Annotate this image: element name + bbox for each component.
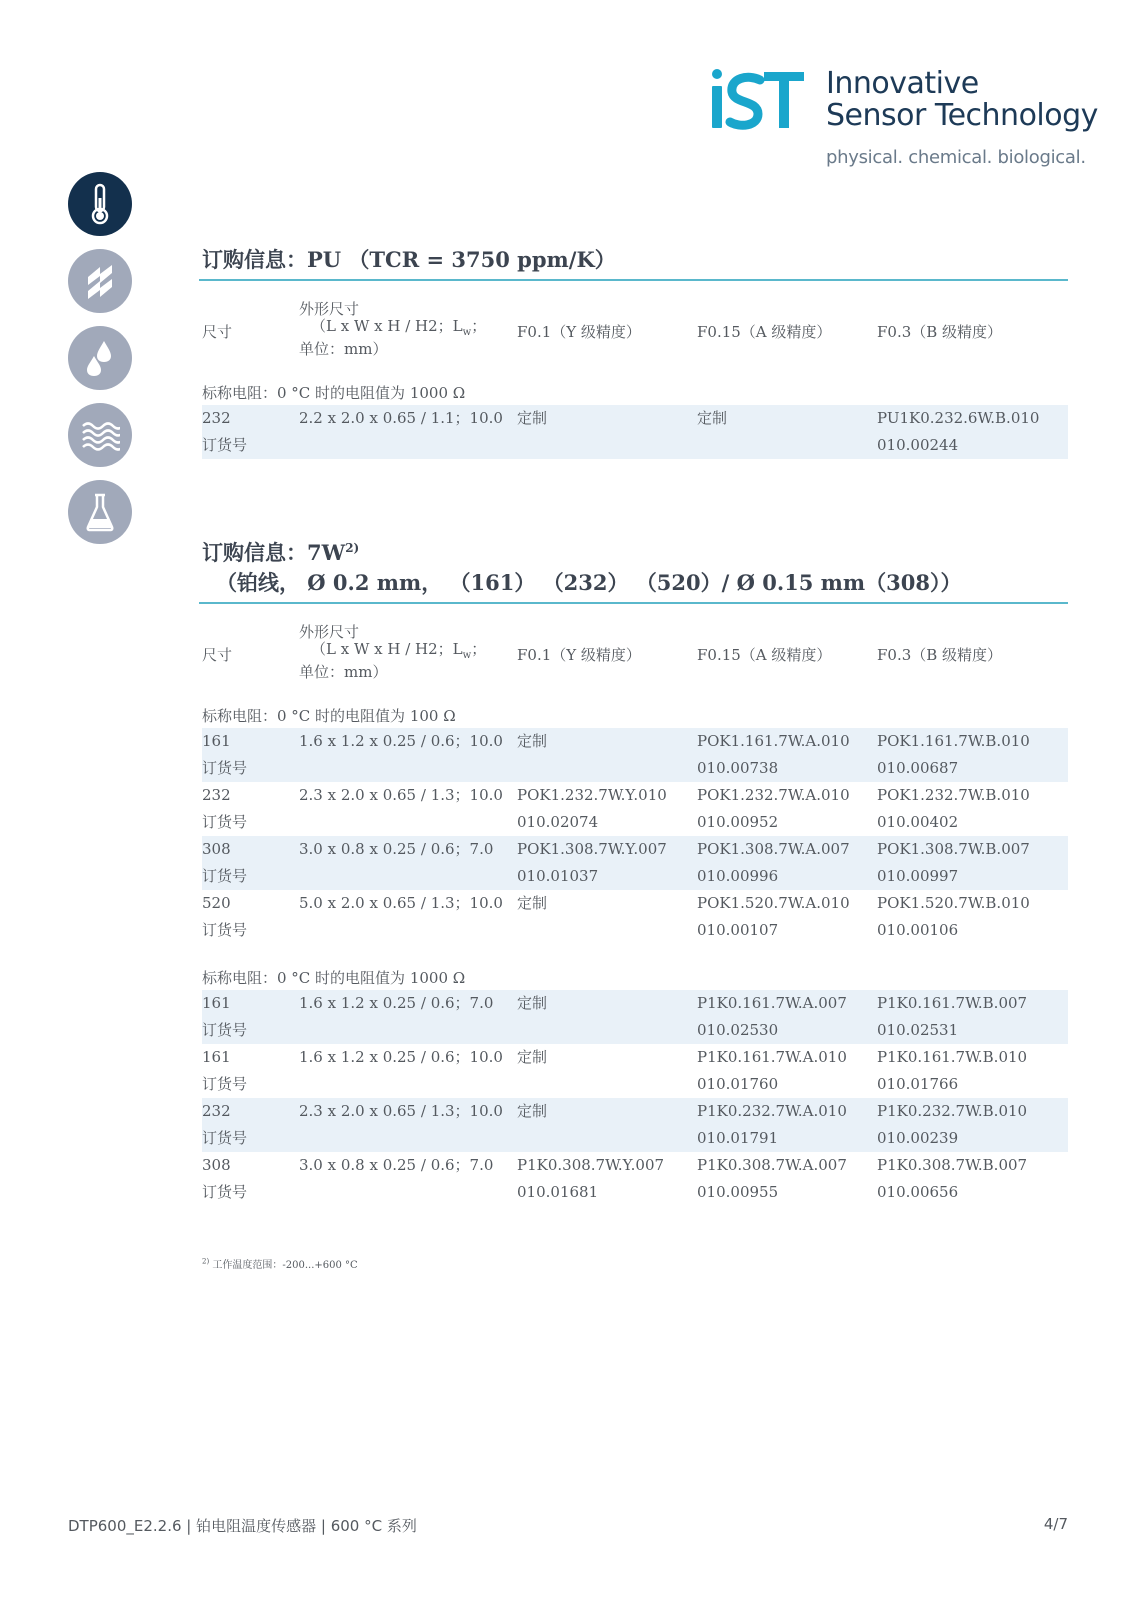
table-row <box>202 836 1068 890</box>
cell-dims: 1.6 x 1.2 x 0.25 / 0.6；10.0 <box>299 1048 503 1066</box>
header-size: 尺寸 <box>202 323 233 341</box>
flask-icon[interactable] <box>68 480 132 544</box>
section-subtitle: （铂线， Ø 0.2 mm， （161） （232） （520）/ Ø 0.15 mm（308）） <box>216 570 962 595</box>
cell-f015a: P1K0.161.7W.A.007 <box>697 994 847 1012</box>
page-number: 4/7 <box>1043 1515 1068 1533</box>
cell-f01a: 定制 <box>517 1048 548 1066</box>
cell-f015a: POK1.161.7W.A.010 <box>697 732 850 750</box>
cell-dims: 3.0 x 0.8 x 0.25 / 0.6；7.0 <box>299 840 494 858</box>
cell-f01a: POK1.308.7W.Y.007 <box>517 840 667 858</box>
document-footer: DTP600_E2.2.6 | 铂电阻温度传感器 | 600 °C 系列 <box>68 1517 417 1535</box>
cell-size: 161 <box>202 1048 231 1066</box>
header-f015: F0.15（A 级精度） <box>697 646 832 664</box>
section-title: 订购信息：PU （TCR = 3750 ppm/K） <box>202 247 616 272</box>
table-row <box>202 1044 1068 1098</box>
cell-f015b: 010.00996 <box>697 867 779 885</box>
cell-f03a: P1K0.232.7W.B.010 <box>877 1102 1028 1120</box>
humidity-icon[interactable] <box>68 326 132 390</box>
header-f015: F0.15（A 级精度） <box>697 323 832 341</box>
cell-dims: 1.6 x 1.2 x 0.25 / 0.6；7.0 <box>299 994 494 1012</box>
cell-dims: 2.3 x 2.0 x 0.65 / 1.3；10.0 <box>299 786 503 804</box>
cell-f015a: P1K0.161.7W.A.010 <box>697 1048 847 1066</box>
cell-f015a: POK1.520.7W.A.010 <box>697 894 850 912</box>
cell-f015b: 010.01760 <box>697 1075 779 1093</box>
cell-size: 232 <box>202 1102 231 1120</box>
cell-f01a: 定制 <box>517 994 548 1012</box>
header-dimensions: 外形尺寸 （L x W x H / H2；$L_w$； 单位：mm） <box>299 623 487 681</box>
cell-f03a: POK1.520.7W.B.010 <box>877 894 1030 912</box>
resistance-label: 标称电阻：0 °C 时的电阻值为 100 Ω <box>202 707 456 725</box>
ordering-section-7w <box>202 533 1068 1206</box>
waves-icon[interactable] <box>68 403 132 467</box>
cell-f03b: 010.00106 <box>877 921 959 939</box>
table-header <box>202 624 1068 692</box>
cell-f01b: 010.01037 <box>517 867 599 885</box>
cell-dims: 1.6 x 1.2 x 0.25 / 0.6；10.0 <box>299 732 503 750</box>
cell-f015b: 010.00952 <box>697 813 779 831</box>
cell-f01a: 定制 <box>517 1102 548 1120</box>
table-row <box>202 990 1068 1044</box>
header-dimensions: 外形尺寸 （L x W x H / H2；$L_w$； 单位：mm） <box>299 300 487 358</box>
flow-icon[interactable] <box>68 249 132 313</box>
table-header <box>202 301 1068 369</box>
cell-f015b: 010.01791 <box>697 1129 779 1147</box>
table-row <box>202 1098 1068 1152</box>
header-size: 尺寸 <box>202 646 233 664</box>
resistance-label: 标称电阻：0 °C 时的电阻值为 1000 Ω <box>202 969 466 987</box>
cell-f03b: 010.00402 <box>877 813 959 831</box>
cell-f015b: 010.00955 <box>697 1183 779 1201</box>
section-divider <box>199 602 1068 604</box>
cell-f015b: 010.00738 <box>697 759 779 777</box>
cell-f03b: 010.02531 <box>877 1021 959 1039</box>
cell-order: 订货号 <box>202 759 248 777</box>
cell-f01a: 定制 <box>517 732 548 750</box>
cell-f015a: P1K0.308.7W.A.007 <box>697 1156 847 1174</box>
cell-f03b: 010.00687 <box>877 759 959 777</box>
footnote: $^{2)}$ 工作温度范围：-200...+600 °C <box>202 1257 358 1271</box>
cell-f01b: 010.02074 <box>517 813 599 831</box>
thermometer-icon[interactable] <box>68 172 132 236</box>
table-row <box>202 728 1068 782</box>
cell-f015b: 010.00107 <box>697 921 779 939</box>
cell-f03a: POK1.308.7W.B.007 <box>877 840 1030 858</box>
cell-order: 订货号 <box>202 1075 248 1093</box>
header-f03: F0.3（B 级精度） <box>877 646 1003 664</box>
cell-size: 308 <box>202 840 231 858</box>
cell-size: 232 <box>202 786 231 804</box>
cell-f03a: P1K0.161.7W.B.010 <box>877 1048 1028 1066</box>
cell-size: 308 <box>202 1156 231 1174</box>
cell-order: 订货号 <box>202 1183 248 1201</box>
cell-order: 订货号 <box>202 921 248 939</box>
company-logo <box>708 62 1098 172</box>
table-row <box>202 782 1068 836</box>
cell-size: 161 <box>202 732 231 750</box>
cell-dims: 3.0 x 0.8 x 0.25 / 0.6；7.0 <box>299 1156 494 1174</box>
ordering-section-pu <box>202 245 1068 459</box>
cell-f03a: P1K0.308.7W.B.007 <box>877 1156 1028 1174</box>
cell-f015a: POK1.232.7W.A.010 <box>697 786 850 804</box>
header-f01: F0.1（Y 级精度） <box>517 323 641 341</box>
cell-order: 订货号 <box>202 1021 248 1039</box>
table-row <box>202 1152 1068 1206</box>
cell-size: 520 <box>202 894 231 912</box>
resistance-label: 标称电阻：0 °C 时的电阻值为 1000 Ω <box>202 384 466 402</box>
cell-dims: 5.0 x 2.0 x 0.65 / 1.3；10.0 <box>299 894 503 912</box>
category-sidebar <box>68 172 134 557</box>
cell-f03a: P1K0.161.7W.B.007 <box>877 994 1028 1012</box>
cell-f01a: POK1.232.7W.Y.010 <box>517 786 667 804</box>
logo-tagline: physical. chemical. biological. <box>826 147 1086 168</box>
logo-line-2: Sensor Technology <box>826 98 1098 133</box>
header-f03: F0.3（B 级精度） <box>877 323 1003 341</box>
section-divider <box>199 279 1068 281</box>
cell-f015a: POK1.308.7W.A.007 <box>697 840 850 858</box>
logo-line-1: Innovative <box>826 66 979 101</box>
cell-f03a: POK1.161.7W.B.010 <box>877 732 1030 750</box>
cell-f01a: P1K0.308.7W.Y.007 <box>517 1156 665 1174</box>
cell-f015b: 010.02530 <box>697 1021 779 1039</box>
cell-order: 订货号 <box>202 813 248 831</box>
cell-f01b: 010.01681 <box>517 1183 599 1201</box>
cell-f03b: 010.00656 <box>877 1183 959 1201</box>
header-f01: F0.1（Y 级精度） <box>517 646 641 664</box>
ist-logo-mark <box>708 66 808 136</box>
cell-size: 161 <box>202 994 231 1012</box>
cell-order: 订货号 <box>202 1129 248 1147</box>
cell-f03b: 010.00997 <box>877 867 959 885</box>
cell-order: 订货号 <box>202 867 248 885</box>
cell-f01a: 定制 <box>517 894 548 912</box>
table-row: 232 订货号 2.2 x 2.0 x 0.65 / 1.1；10.0 定制 定制 PU1K0.232.6W.B.010 010.00244 <box>202 405 1068 459</box>
cell-f015a: P1K0.232.7W.A.010 <box>697 1102 847 1120</box>
cell-f03b: 010.00239 <box>877 1129 959 1147</box>
cell-dims: 2.3 x 2.0 x 0.65 / 1.3；10.0 <box>299 1102 503 1120</box>
section-title: 订购信息：$7W^{2)}$ <box>202 540 360 565</box>
cell-f03b: 010.01766 <box>877 1075 959 1093</box>
table-row <box>202 890 1068 944</box>
cell-f03a: POK1.232.7W.B.010 <box>877 786 1030 804</box>
